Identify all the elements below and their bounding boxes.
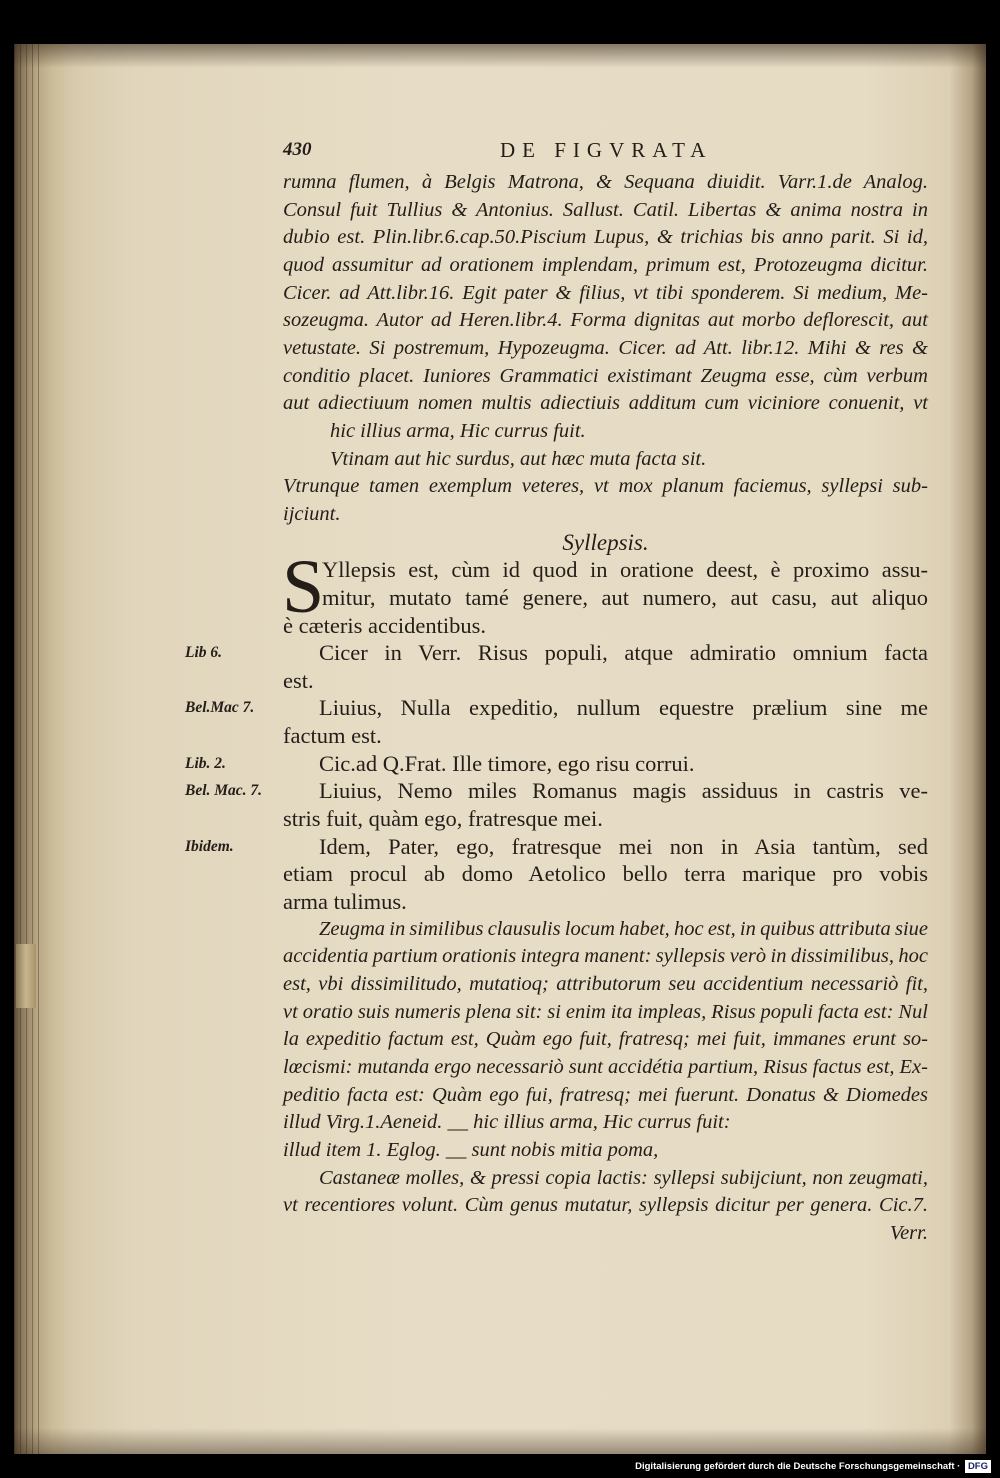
page-number: 430 (283, 139, 312, 160)
text-line (283, 612, 928, 640)
text-line (283, 252, 928, 280)
verse-line (283, 418, 928, 446)
text-line (283, 363, 928, 391)
line-text: conditio placet. Iuniores Grammatici existimant Zeugma esse, cùm verbum (283, 364, 928, 387)
line-text: Consul fuit Tullius & Antonius. Sallust. Catil. Libertas & anima nostra in (283, 198, 928, 221)
line-text: Cicer in Verr. Risus populi, atque admiratio omnium facta (319, 640, 928, 666)
line-text: Verr. (889, 1221, 928, 1244)
margin-note: Bel. Mac. 7. (185, 782, 263, 800)
heading-text: Syllepsis. (562, 529, 649, 555)
text-line (283, 888, 928, 916)
text-line (283, 280, 928, 308)
text-line (283, 999, 928, 1027)
text-block (185, 169, 928, 1248)
line-text: factum est. (283, 723, 382, 749)
text-line (283, 473, 928, 501)
text-line (283, 943, 928, 971)
digitization-footer (635, 1459, 991, 1475)
text-line (283, 1026, 928, 1054)
line-text: vt oratio suis numeris plena sit: si enim ita impleas, Risus populi facta est: Nul (283, 1000, 928, 1023)
text-line (185, 833, 928, 861)
line-text: lœcismi: mutanda ergo necessariò sunt accidétia partium, Risus factus est, Ex- (283, 1056, 928, 1078)
line-text: Cicer. ad Att.libr.16. Egit pater & filius, vt tibi sponderem. Si medium, Me- (283, 281, 928, 304)
margin-note: Lib 6. (185, 644, 223, 662)
line-text: mitur, mutato tamé genere, aut numero, aut casu, aut aliquo (322, 584, 928, 610)
text-line (283, 1192, 928, 1220)
text-line (283, 722, 928, 750)
paragraph-zeugma-types (283, 169, 928, 529)
line-text: etiam procul ab domo Aetolico bello terra marique pro vobis (283, 861, 928, 887)
line-text: aut adiectiuum nomen multis adiectiuis additum cum viciniore conuenit, vt (283, 392, 928, 415)
text-line (283, 501, 928, 529)
line-text: Zeugma in similibus clausulis locum habet, hoc est, in quibus attributa siue (319, 917, 928, 940)
line-text: illud item 1. Eglog. __ sunt nobis mitia poma, (283, 1138, 659, 1161)
paragraph-syllepsis-definition (283, 556, 928, 639)
text-line (283, 197, 928, 225)
text-line (283, 1054, 928, 1082)
margin-note: Bel.Mac 7. (185, 699, 255, 717)
text-line (283, 169, 928, 197)
bookmark-tab (16, 944, 36, 1008)
text-line (283, 307, 928, 335)
text-line (283, 556, 928, 584)
line-text: arma tulimus. (283, 889, 407, 915)
line-text: Liuius, Nulla expeditio, nullum equestre prælium sine me (319, 695, 928, 721)
text-line (185, 694, 928, 722)
example-2 (185, 694, 928, 749)
line-text: Castaneæ molles, & pressi copia lactis: syllepsi subijciunt, non zeugmati, (319, 1166, 928, 1189)
line-text: stris fuit, quàm ego, fratresque mei. (283, 806, 603, 832)
line-text: est. (283, 667, 314, 693)
text-line (185, 750, 928, 778)
text-line (283, 860, 928, 888)
line-text: est, vbi dissimilitudo, mutatioq; attributorum seu accidentium necessariò fit, (283, 973, 928, 996)
line-text: illud Virg.1.Aeneid. __ hic illius arma, Hic currus fuit: (283, 1111, 731, 1134)
text-line (283, 224, 928, 252)
text-line (283, 805, 928, 833)
text-line (283, 1082, 928, 1110)
line-text: hic illius arma, Hic currus fuit. (330, 419, 586, 442)
example-4 (185, 777, 928, 832)
example-5 (185, 833, 928, 916)
drop-cap: S (282, 545, 325, 629)
line-text: è cæteris accidentibus. (283, 612, 487, 638)
text-line (283, 1109, 928, 1137)
line-text: Vtinam aut hic surdus, aut hæc muta facta sit. (330, 447, 707, 470)
line-text: la expeditio factum est, Quàm ego fuit, fratresq; mei fuit, immanes erunt so- (283, 1028, 928, 1051)
footer-separator: · (957, 1461, 961, 1472)
line-text: peditio facta est: Quàm ego fui, fratresq; mei fuerunt. Donatus & Diomedes (283, 1083, 928, 1106)
text-line (283, 1137, 928, 1165)
line-text: ijciunt. (283, 502, 341, 525)
section-heading (283, 529, 928, 557)
paragraph-zeugma-vs-syllepsis (283, 916, 928, 1248)
line-text: Vtrunque tamen exemplum veteres, vt mox planum faciemus, syllepsi sub- (283, 475, 928, 498)
footer-text: Digitalisierung gefördert durch die Deutsche Forschungsgemeinschaft (635, 1461, 955, 1472)
line-text: quod assumitur ad orationem implendam, primum est, Protozeugma dicitur. (283, 253, 928, 276)
text-line (283, 971, 928, 999)
line-text: vt recentiores volunt. Cùm genus mutatur, syllepsis dicitur per genera. Cic.7. (283, 1194, 928, 1217)
catchword-line (283, 1220, 928, 1248)
text-line (283, 916, 928, 944)
line-text: rumna flumen, à Belgis Matrona, & Sequana diuidit. Varr.1.de Analog. (283, 171, 928, 193)
running-title: DE FIGVRATA (500, 138, 713, 162)
example-1 (185, 639, 928, 694)
line-text: Cic.ad Q.Frat. Ille timore, ego risu corrui. (319, 750, 695, 776)
line-text: accidentia partium orationis integra manent: syllepsis verò in dissimilibus, hoc (283, 945, 928, 968)
text-line (283, 390, 928, 418)
line-text: Idem, Pater, ego, fratresque mei non in Asia tantùm, sed (319, 833, 928, 859)
line-text: Yllepsis est, cùm id quod in oratione deest, è proximo assu- (322, 557, 928, 583)
line-text: dubio est. Plin.libr.6.cap.50.Piscium Lupus, & trichias bis anno parit. Si id, (283, 226, 928, 249)
verse-line (283, 446, 928, 474)
page-edges (14, 44, 44, 1454)
margin-note: Ibidem. (185, 837, 234, 855)
text-line (283, 667, 928, 695)
text-line (283, 1165, 928, 1193)
margin-note: Lib. 2. (185, 754, 226, 772)
text-line (283, 335, 928, 363)
book-page (14, 44, 986, 1454)
text-line (283, 584, 928, 612)
example-3 (185, 750, 928, 778)
running-head (283, 136, 928, 164)
text-line (185, 639, 928, 667)
line-text: Liuius, Nemo miles Romanus magis assiduus in castris ve- (319, 778, 928, 804)
line-text: vetustate. Si postremum, Hypozeugma. Cicer. ad Att. libr.12. Mihi & res & (283, 336, 928, 359)
line-text: sozeugma. Autor ad Heren.libr.4. Forma dignitas aut morbo deflorescit, aut (283, 309, 928, 332)
dfg-logo: DFG (965, 1460, 991, 1473)
text-line (185, 777, 928, 805)
